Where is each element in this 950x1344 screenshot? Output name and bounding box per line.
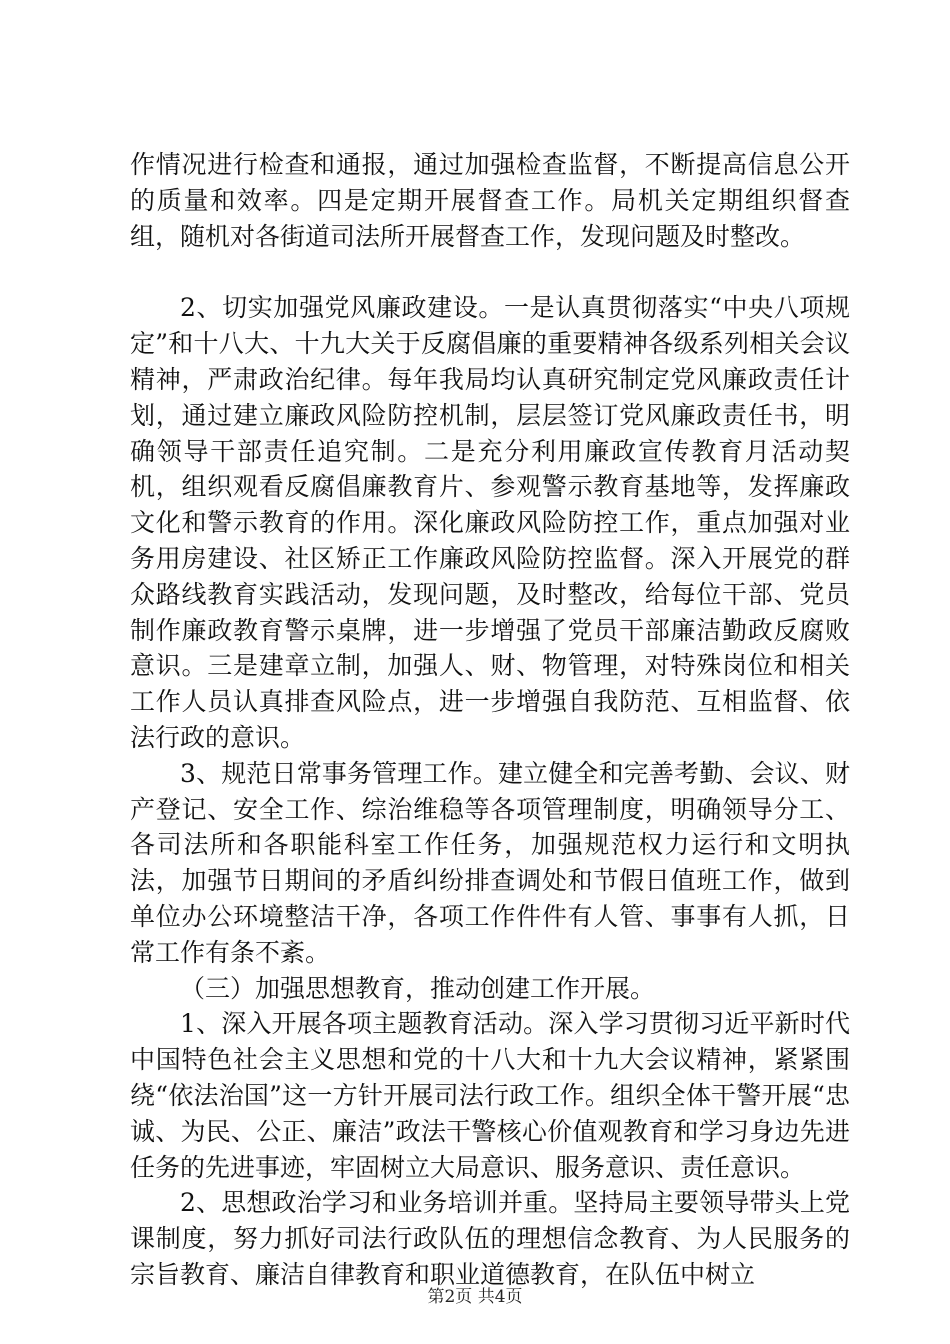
paragraph-daily-affairs: 3、规范日常事务管理工作。建立健全和完善考勤、会议、财产登记、安全工作、综治维稳等各项管理制度，明确领导分工、各司法所和各职能科室工作任务，加强规范权力运行和文明执法，加强节日期间的矛盾纠纷排查调处和节假日值班工作，做到单位办公环境整洁干净，各项工作件件有人管、事事有人抓，日常工作有条不紊。 <box>130 758 850 967</box>
section-heading: （三）加强思想教育，推动创建工作开展。 <box>180 973 656 1003</box>
page-number-footer: 第2页 共4页 <box>427 1287 523 1307</box>
paragraph-theme-education: 1、深入开展各项主题教育活动。深入学习贯彻习近平新时代中国特色社会主义思想和党的十八大和十九大会议精神，紧紧围绕“依法治国”这一方针开展司法行政工作。组织全体干警开展“忠诚、为民、公正、廉洁”政法干警核心价值观教育和学习身边先进任务的先进事迹，牢固树立大局意识、服务意识、责任意识。 <box>130 1009 850 1182</box>
paragraph-continuation: 作情况进行检查和通报，通过加强检查监督，不断提高信息公开的质量和效率。四是定期开展督查工作。局机关定期组织督查组，随机对各街道司法所开展督查工作，发现问题及时整改。 <box>130 150 850 251</box>
paragraph-party-conduct: 2、切实加强党风廉政建设。一是认真贯彻落实“中央八项规定”和十八大、十九大关于反腐倡廉的重要精神各级系列相关会议精神，严肃政治纪律。每年我局均认真研究制定党风廉政责任计划，通过建立廉政风险防控机制，层层签订党风廉政责任书，明确领导干部责任追究制。二是充分利用廉政宣传教育月活动契机，组织观看反腐倡廉教育片、参观警示教育基地等，发挥廉政文化和警示教育的作用。深化廉政风险防控工作，重点加强对业务用房建设、社区矫正工作廉政风险防控监督。深入开展党的群众路线教育实践活动，发现问题，及时整改，给每位干部、党员制作廉政教育警示桌牌，进一步增强了党员干部廉洁勤政反腐败意识。三是建章立制，加强人、财、物管理，对特殊岗位和相关工作人员认真排查风险点，进一步增强自我防范、互相监督、依法行政的意识。 <box>130 293 850 752</box>
paragraph-political-study: 2、思想政治学习和业务培训并重。坚持局主要领导带头上党课制度，努力抓好司法行政队伍的理想信念教育、为人民服务的宗旨教育、廉洁自律教育和职业道德教育，在队伍中树立 <box>130 1188 850 1289</box>
document-body <box>130 147 850 1293</box>
